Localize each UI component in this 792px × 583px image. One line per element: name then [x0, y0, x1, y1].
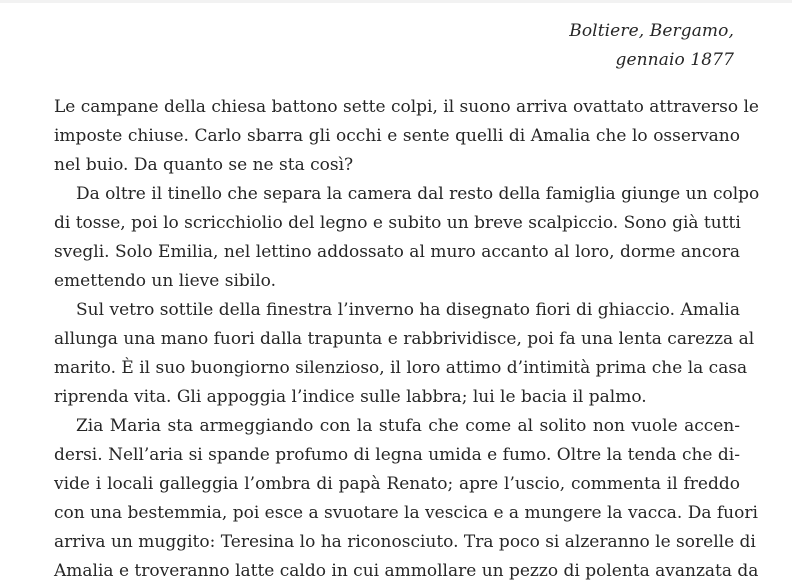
chapter-location-header — [569, 17, 734, 75]
text-line: vide i locali galleggia l’ombra di papà Renato; apre l’uscio, commenta il freddo — [54, 474, 740, 494]
text-line: allunga una mano fuori dalla trapunta e rabbrividisce, poi fa una lenta carezza al — [54, 329, 755, 349]
text-line: di tosse, poi lo scricchiolio del legno e subito un breve scalpiccio. Sono già tutti — [54, 213, 741, 233]
text-line: Amalia e troveranno latte caldo in cui ammollare un pezzo di polenta avanzata da — [54, 561, 759, 581]
text-line: Sul vetro sottile della finestra l’inverno ha disegnato fiori di ghiaccio. Amalia — [76, 300, 740, 320]
text-line: Da oltre il tinello che separa la camera dal resto della famiglia giunge un colpo — [76, 184, 760, 204]
text-line: dersi. Nell’aria si spande profumo di legna umida e fumo. Oltre la tenda che di- — [54, 445, 740, 465]
text-line: marito. È il suo buongiorno silenzioso, il loro attimo d’intimità prima che la casa — [54, 358, 748, 378]
text-line: nel buio. Da quanto se ne sta così? — [54, 155, 354, 175]
text-line: Zia Maria sta armeggiando con la stufa che come al solito non vuole accen- — [76, 416, 740, 436]
text-line: arriva un muggito: Teresina lo ha riconosciuto. Tra poco si alzeranno le sorelle di — [54, 532, 756, 552]
body-text — [54, 93, 760, 583]
location-place: Boltiere, Bergamo, — [569, 21, 734, 41]
text-line: imposte chiuse. Carlo sbarra gli occhi e sente quelli di Amalia che lo osservano — [54, 126, 740, 146]
text-line: con una bestemmia, poi esce a svuotare la vescica e a mungere la vacca. Da fuori — [54, 503, 758, 523]
text-line: svegli. Solo Emilia, nel lettino addossato al muro accanto al loro, dorme ancora — [54, 242, 740, 262]
location-date: gennaio 1877 — [615, 50, 734, 70]
top-divider — [0, 0, 792, 3]
text-line: Le campane della chiesa battono sette colpi, il suono arriva ovattato attraverso le — [54, 97, 759, 117]
text-line: riprenda vita. Gli appoggia l’indice sulle labbra; lui le bacia il palmo. — [54, 387, 647, 407]
text-line: emettendo un lieve sibilo. — [54, 271, 276, 291]
